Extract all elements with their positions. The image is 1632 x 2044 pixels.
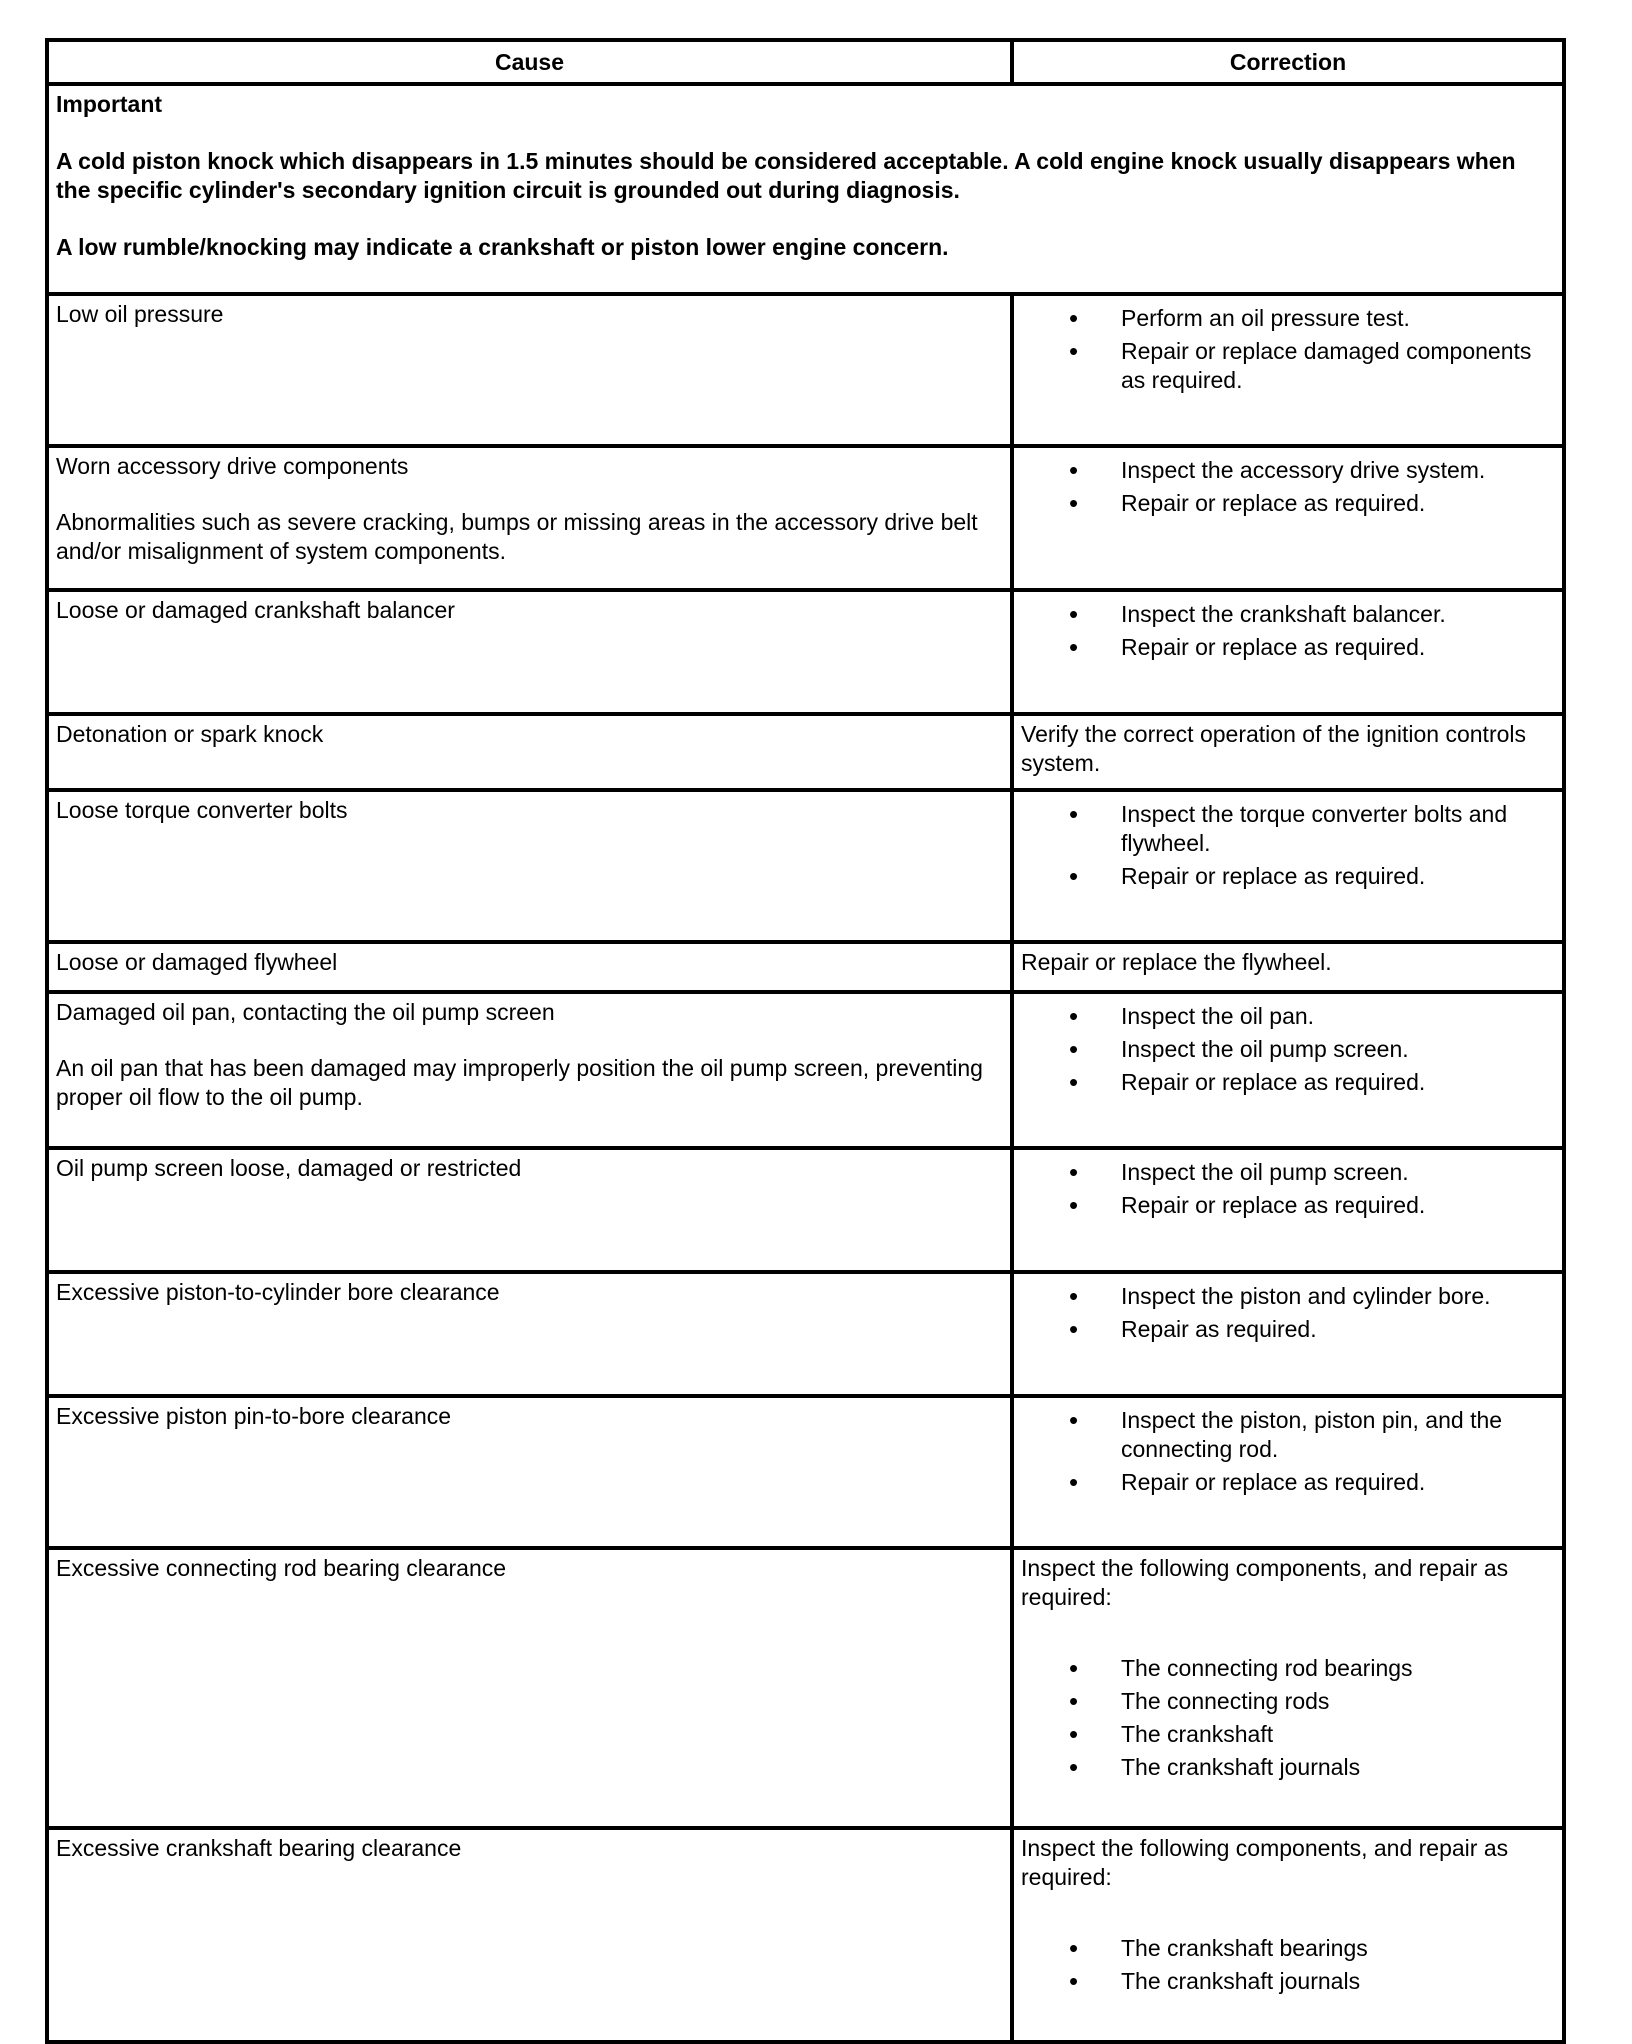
correction-cell xyxy=(1012,1272,1564,1396)
cause-cell xyxy=(47,294,1012,446)
correction-item: • Inspect the oil pump screen. xyxy=(1021,1035,1556,1064)
correction-text: Inspect the following components, and repair as required: xyxy=(1021,1555,1509,1610)
correction-item: • Inspect the torque converter bolts and flywheel. xyxy=(1021,800,1556,858)
correction-text: Repair or replace the flywheel. xyxy=(1021,949,1332,975)
cause-title: Damaged oil pan, contacting the oil pump screen xyxy=(56,999,555,1025)
table-row xyxy=(47,590,1564,714)
correction-item: • Inspect the piston, piston pin, and the connecting rod. xyxy=(1021,1406,1556,1464)
table-row xyxy=(47,446,1564,590)
correction-cell xyxy=(1012,714,1564,790)
correction-cell xyxy=(1012,294,1564,446)
correction-list xyxy=(1021,600,1556,662)
correction-item: • Inspect the oil pan. xyxy=(1021,1002,1556,1031)
cause-cell xyxy=(47,714,1012,790)
cause-title: Excessive connecting rod bearing clearance xyxy=(56,1555,507,1581)
correction-item: • Repair or replace as required. xyxy=(1021,1468,1556,1497)
table-row xyxy=(47,1272,1564,1396)
cause-cell xyxy=(47,1548,1012,1828)
correction-item: • The crankshaft bearings xyxy=(1021,1934,1556,1963)
important-line: A cold piston knock which disappears in 1.5 minutes should be considered acceptable. A cold engine knock usually disappears when the specific cylinder's secondary ignition circuit is grounded out during diagnosis. xyxy=(56,148,1516,203)
cause-cell xyxy=(47,1828,1012,2042)
important-note xyxy=(47,84,1564,294)
correction-list xyxy=(1021,304,1556,395)
cause-header: Cause xyxy=(47,40,1012,84)
correction-list xyxy=(1021,1934,1556,1996)
diagnosis-table xyxy=(45,38,1566,2044)
table-row xyxy=(47,1548,1564,1828)
cause-title: Excessive piston-to-cylinder bore clearance xyxy=(56,1279,500,1305)
cause-cell xyxy=(47,590,1012,714)
correction-cell xyxy=(1012,790,1564,942)
correction-item: • Repair or replace as required. xyxy=(1021,633,1556,662)
correction-item: • Repair or replace as required. xyxy=(1021,862,1556,891)
cause-title: Worn accessory drive components xyxy=(56,453,409,479)
correction-item: • The crankshaft xyxy=(1021,1720,1556,1749)
cause-cell xyxy=(47,1396,1012,1548)
correction-cell xyxy=(1012,1828,1564,2042)
correction-item: • Inspect the accessory drive system. xyxy=(1021,456,1556,485)
correction-item: • Repair or replace as required. xyxy=(1021,489,1556,518)
correction-header: Correction xyxy=(1012,40,1564,84)
correction-list xyxy=(1021,1002,1556,1097)
correction-item: • Repair or replace as required. xyxy=(1021,1191,1556,1220)
correction-list xyxy=(1021,1654,1556,1782)
cause-detail: Abnormalities such as severe cracking, bumps or missing areas in the accessory drive belt and/or misalignment of system components. xyxy=(56,509,978,564)
table-row xyxy=(47,1828,1564,2042)
cause-cell xyxy=(47,446,1012,590)
correction-cell xyxy=(1012,1548,1564,1828)
correction-list xyxy=(1021,1158,1556,1220)
correction-item: • The connecting rods xyxy=(1021,1687,1556,1716)
cause-cell xyxy=(47,1148,1012,1272)
cause-cell xyxy=(47,992,1012,1148)
correction-item: • Perform an oil pressure test. xyxy=(1021,304,1556,333)
correction-cell xyxy=(1012,992,1564,1148)
correction-cell xyxy=(1012,1396,1564,1548)
correction-item: • The crankshaft journals xyxy=(1021,1753,1556,1782)
cause-title: Detonation or spark knock xyxy=(56,721,324,747)
correction-item: • The connecting rod bearings xyxy=(1021,1654,1556,1683)
important-row xyxy=(47,84,1564,294)
cause-cell xyxy=(47,1272,1012,1396)
cause-title: Loose or damaged crankshaft balancer xyxy=(56,597,455,623)
correction-item: • Inspect the piston and cylinder bore. xyxy=(1021,1282,1556,1311)
correction-item: • Inspect the oil pump screen. xyxy=(1021,1158,1556,1187)
cause-title: Loose torque converter bolts xyxy=(56,797,348,823)
correction-list xyxy=(1021,800,1556,891)
table-row xyxy=(47,942,1564,992)
header-row xyxy=(47,40,1564,84)
correction-list xyxy=(1021,1282,1556,1344)
correction-cell xyxy=(1012,1148,1564,1272)
cause-cell xyxy=(47,942,1012,992)
table-row xyxy=(47,714,1564,790)
correction-cell xyxy=(1012,942,1564,992)
important-title: Important xyxy=(56,91,163,117)
table-row xyxy=(47,1148,1564,1272)
cause-title: Excessive piston pin-to-bore clearance xyxy=(56,1403,452,1429)
important-line: A low rumble/knocking may indicate a crankshaft or piston lower engine concern. xyxy=(56,234,949,260)
cause-title: Oil pump screen loose, damaged or restricted xyxy=(56,1155,522,1181)
correction-item: • Repair or replace as required. xyxy=(1021,1068,1556,1097)
cause-title: Excessive crankshaft bearing clearance xyxy=(56,1835,462,1861)
correction-cell xyxy=(1012,590,1564,714)
correction-item: • Repair as required. xyxy=(1021,1315,1556,1344)
correction-text: Inspect the following components, and repair as required: xyxy=(1021,1835,1509,1890)
cause-title: Loose or damaged flywheel xyxy=(56,949,338,975)
correction-list xyxy=(1021,456,1556,518)
correction-text: Verify the correct operation of the ignition controls system. xyxy=(1021,721,1527,776)
correction-list xyxy=(1021,1406,1556,1497)
table-row xyxy=(47,294,1564,446)
correction-item: • Inspect the crankshaft balancer. xyxy=(1021,600,1556,629)
table-row xyxy=(47,790,1564,942)
cause-title: Low oil pressure xyxy=(56,301,224,327)
table-row xyxy=(47,992,1564,1148)
correction-item: • Repair or replace damaged components as required. xyxy=(1021,337,1556,395)
cause-detail: An oil pan that has been damaged may improperly position the oil pump screen, preventing proper oil flow to the oil pump. xyxy=(56,1055,983,1110)
correction-item: • The crankshaft journals xyxy=(1021,1967,1556,1996)
table-row xyxy=(47,1396,1564,1548)
cause-cell xyxy=(47,790,1012,942)
correction-cell xyxy=(1012,446,1564,590)
